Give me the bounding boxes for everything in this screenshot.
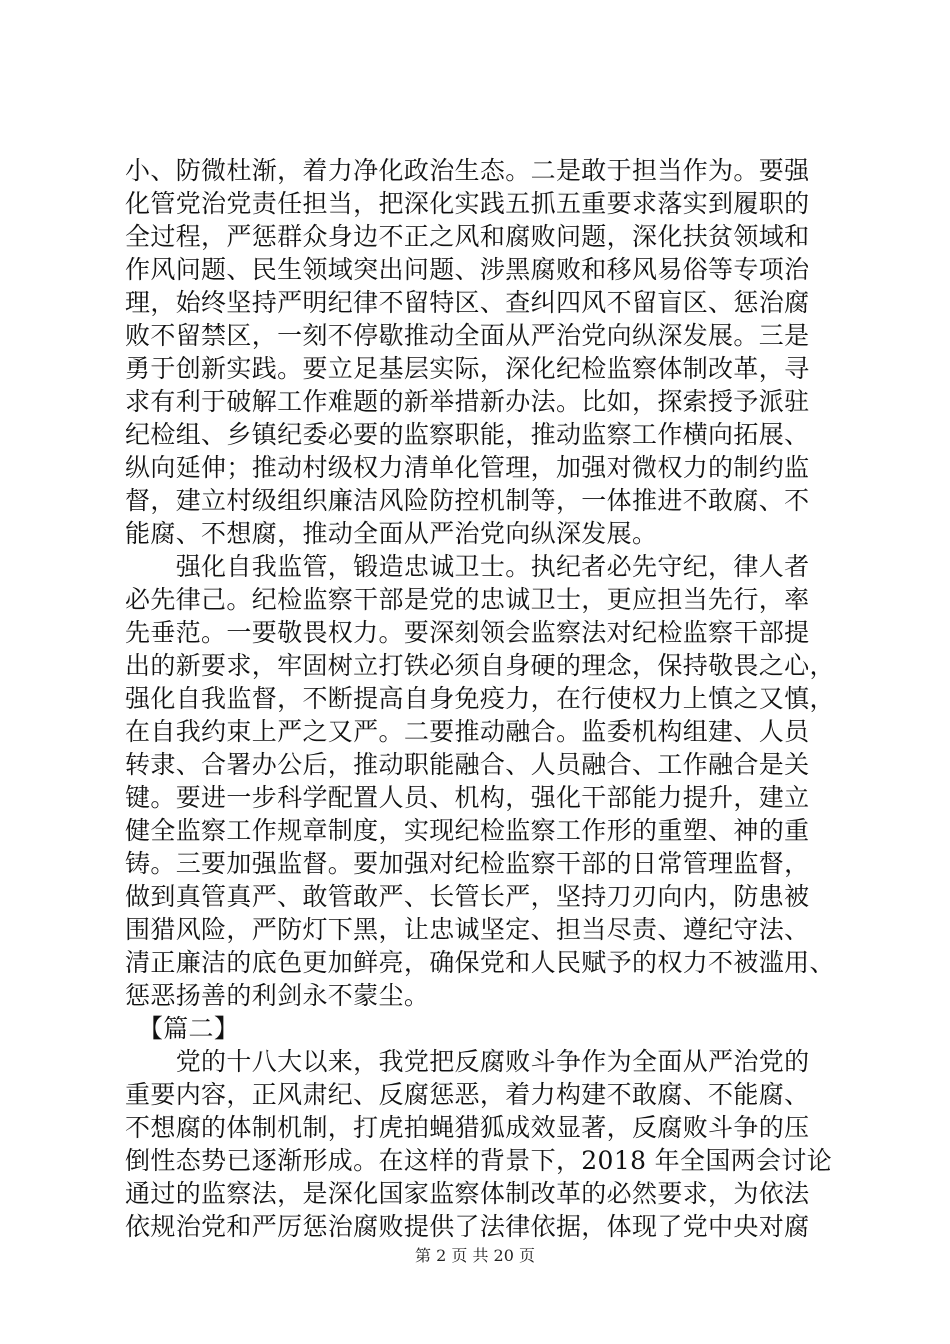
- text-line: 倒性态势已逐渐形成。在这样的背景下，2018 年全国两会讨论: [125, 1146, 833, 1175]
- text-line: 在自我约束上严之又严。二要推动融合。监委机构组建、人员: [125, 717, 810, 746]
- text-line: 惩恶扬善的利剑永不蒙尘。: [125, 981, 430, 1010]
- text-line: 纪检组、乡镇纪委必要的监察职能，推动监察工作横向拓展、: [125, 420, 810, 449]
- text-line: 通过的监察法，是深化国家监察体制改革的必然要求，为依法: [125, 1179, 810, 1208]
- text-line: 围猎风险，严防灯下黑，让忠诚坚定、担当尽责、遵纪守法、: [125, 915, 810, 944]
- text-line: 先垂范。一要敬畏权力。要深刻领会监察法对纪检监察干部提: [125, 618, 810, 647]
- text-line: 求有利于破解工作难题的新举措新办法。比如，探索授予派驻: [125, 387, 810, 416]
- text-line: 做到真管真严、敢管敢严、长管长严，坚持刀刃向内，防患被: [125, 882, 810, 911]
- paragraph-start-line: 党的十八大以来，我党把反腐败斗争作为全面从严治党的: [125, 1047, 810, 1076]
- text-line: 纵向延伸；推动村级权力清单化管理，加强对微权力的制约监: [125, 453, 810, 482]
- text-line: 出的新要求，牢固树立打铁必须自身硬的理念，保持敬畏之心，: [125, 651, 835, 680]
- text-line: 必先律己。纪检监察干部是党的忠诚卫士，更应担当先行，率: [125, 585, 810, 614]
- page-number-footer: 第 2 页 共 20 页: [415, 1246, 535, 1265]
- section-heading: 【篇二】: [125, 1014, 240, 1043]
- text-line: 败不留禁区，一刻不停歇推动全面从严治党向纵深发展。三是: [125, 321, 810, 350]
- text-line: 小、防微杜渐，着力净化政治生态。二是敢于担当作为。要强: [125, 156, 810, 185]
- document-body: [125, 154, 845, 1243]
- text-line: 勇于创新实践。要立足基层实际，深化纪检监察体制改革，寻: [125, 354, 810, 383]
- text-line: 强化自我监督，不断提高自身免疫力，在行使权力上慎之又慎，: [125, 684, 835, 713]
- text-line: 督，建立村级组织廉洁风险防控机制等，一体推进不敢腐、不: [125, 486, 810, 515]
- text-line: 化管党治党责任担当，把深化实践五抓五重要求落实到履职的: [125, 189, 810, 218]
- text-line: 理，始终坚持严明纪律不留特区、查纠四风不留盲区、惩治腐: [125, 288, 810, 317]
- paragraph-start-line: 强化自我监管，锻造忠诚卫士。执纪者必先守纪，律人者: [125, 552, 810, 581]
- text-line: 重要内容，正风肃纪、反腐惩恶，着力构建不敢腐、不能腐、: [125, 1080, 810, 1109]
- text-line: 健全监察工作规章制度，实现纪检监察工作形的重塑、神的重: [125, 816, 810, 845]
- text-line: 转隶、合署办公后，推动职能融合、人员融合、工作融合是关: [125, 750, 810, 779]
- text-line: 依规治党和严厉惩治腐败提供了法律依据，体现了党中央对腐: [125, 1212, 810, 1241]
- text-line: 能腐、不想腐，推动全面从严治党向纵深发展。: [125, 519, 658, 548]
- text-line: 清正廉洁的底色更加鲜亮，确保党和人民赋予的权力不被滥用、: [125, 948, 835, 977]
- text-line: 铸。三要加强监督。要加强对纪检监察干部的日常管理监督，: [125, 849, 810, 878]
- text-line: 不想腐的体制机制，打虎拍蝇猎狐成效显著，反腐败斗争的压: [125, 1113, 810, 1142]
- text-line: 作风问题、民生领域突出问题、涉黑腐败和移风易俗等专项治: [125, 255, 810, 284]
- text-line: 全过程，严惩群众身边不正之风和腐败问题，深化扶贫领域和: [125, 222, 810, 251]
- text-line: 键。要进一步科学配置人员、机构，强化干部能力提升，建立: [125, 783, 810, 812]
